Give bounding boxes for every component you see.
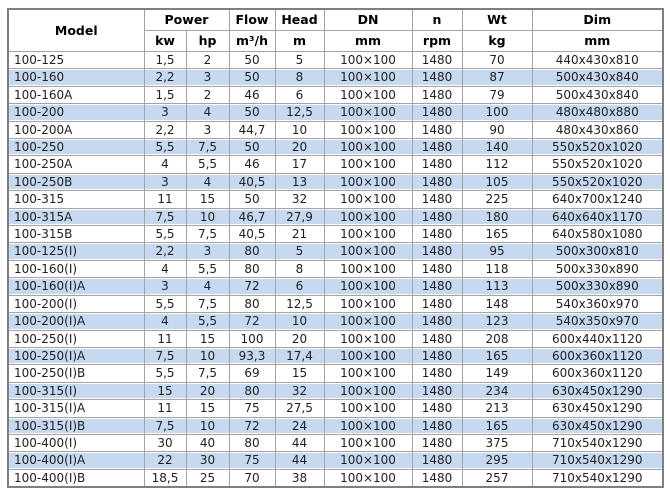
cell-hp: 4 xyxy=(186,104,229,121)
cell-hp: 10 xyxy=(186,417,229,434)
cell-head: 5 xyxy=(275,52,324,69)
cell-n: 1480 xyxy=(412,69,462,86)
cell-model: 100-200A xyxy=(8,121,144,138)
cell-dn: 100×100 xyxy=(324,191,412,208)
cell-model: 100-125 xyxy=(8,52,144,69)
cell-kw: 11 xyxy=(144,330,186,347)
cell-wt: 100 xyxy=(462,104,532,121)
table-row xyxy=(8,365,663,382)
cell-n: 1480 xyxy=(412,226,462,243)
cell-head: 27,9 xyxy=(275,208,324,225)
cell-flow: 80 xyxy=(229,243,275,260)
table-row xyxy=(8,156,663,173)
cell-dim: 550x520x1020 xyxy=(532,139,663,156)
cell-kw: 18,5 xyxy=(144,469,186,487)
unit-header-n: rpm xyxy=(412,31,462,52)
cell-dn: 100×100 xyxy=(324,121,412,138)
cell-dn: 100×100 xyxy=(324,330,412,347)
col-header-dim: Dim xyxy=(532,9,663,31)
cell-model: 100-160A xyxy=(8,86,144,103)
table-row xyxy=(8,121,663,138)
table-row xyxy=(8,400,663,417)
cell-wt: 149 xyxy=(462,365,532,382)
cell-kw: 11 xyxy=(144,191,186,208)
cell-flow: 70 xyxy=(229,469,275,487)
cell-head: 44 xyxy=(275,434,324,451)
cell-dim: 540x350x970 xyxy=(532,313,663,330)
cell-model: 100-200(I) xyxy=(8,295,144,312)
cell-flow: 50 xyxy=(229,191,275,208)
table-body xyxy=(8,52,663,488)
cell-hp: 4 xyxy=(186,173,229,190)
cell-dn: 100×100 xyxy=(324,417,412,434)
cell-model: 100-200(I)A xyxy=(8,313,144,330)
cell-dim: 540x360x970 xyxy=(532,295,663,312)
cell-n: 1480 xyxy=(412,139,462,156)
cell-dim: 440x430x810 xyxy=(532,52,663,69)
cell-dn: 100×100 xyxy=(324,52,412,69)
cell-kw: 5,5 xyxy=(144,139,186,156)
col-header-n: n xyxy=(412,9,462,31)
unit-header-kw: kw xyxy=(144,31,186,52)
cell-model: 100-315(I) xyxy=(8,382,144,399)
cell-hp: 7,5 xyxy=(186,365,229,382)
cell-dn: 100×100 xyxy=(324,295,412,312)
cell-flow: 46 xyxy=(229,156,275,173)
cell-hp: 40 xyxy=(186,434,229,451)
cell-model: 100-200 xyxy=(8,104,144,121)
table-row xyxy=(8,330,663,347)
cell-head: 5 xyxy=(275,243,324,260)
cell-wt: 375 xyxy=(462,434,532,451)
cell-n: 1480 xyxy=(412,173,462,190)
unit-header-head: m xyxy=(275,31,324,52)
cell-dim: 640x700x1240 xyxy=(532,191,663,208)
cell-head: 20 xyxy=(275,139,324,156)
table-header xyxy=(8,9,663,52)
cell-wt: 257 xyxy=(462,469,532,487)
cell-dn: 100×100 xyxy=(324,347,412,364)
cell-model: 100-250(I)A xyxy=(8,347,144,364)
cell-flow: 50 xyxy=(229,104,275,121)
cell-model: 100-250(I)B xyxy=(8,365,144,382)
table-row xyxy=(8,191,663,208)
cell-dim: 600x440x1120 xyxy=(532,330,663,347)
cell-dn: 100×100 xyxy=(324,226,412,243)
cell-hp: 10 xyxy=(186,208,229,225)
cell-flow: 50 xyxy=(229,52,275,69)
cell-kw: 4 xyxy=(144,313,186,330)
cell-n: 1480 xyxy=(412,260,462,277)
cell-n: 1480 xyxy=(412,434,462,451)
cell-dn: 100×100 xyxy=(324,382,412,399)
cell-head: 8 xyxy=(275,69,324,86)
col-header-power: Power xyxy=(144,9,229,31)
cell-hp: 3 xyxy=(186,69,229,86)
cell-head: 44 xyxy=(275,452,324,469)
cell-model: 100-315(I)A xyxy=(8,400,144,417)
table-row xyxy=(8,469,663,487)
cell-flow: 46,7 xyxy=(229,208,275,225)
cell-n: 1480 xyxy=(412,104,462,121)
cell-dim: 480x430x860 xyxy=(532,121,663,138)
cell-n: 1480 xyxy=(412,191,462,208)
cell-flow: 80 xyxy=(229,382,275,399)
cell-kw: 22 xyxy=(144,452,186,469)
cell-head: 32 xyxy=(275,382,324,399)
cell-head: 10 xyxy=(275,313,324,330)
cell-head: 24 xyxy=(275,417,324,434)
cell-n: 1480 xyxy=(412,243,462,260)
cell-flow: 80 xyxy=(229,260,275,277)
cell-dim: 600x360x1120 xyxy=(532,365,663,382)
cell-n: 1480 xyxy=(412,86,462,103)
cell-flow: 40,5 xyxy=(229,226,275,243)
cell-dn: 100×100 xyxy=(324,243,412,260)
table-row xyxy=(8,243,663,260)
cell-hp: 20 xyxy=(186,382,229,399)
cell-n: 1480 xyxy=(412,469,462,487)
col-header-wt: Wt xyxy=(462,9,532,31)
cell-hp: 4 xyxy=(186,278,229,295)
cell-flow: 80 xyxy=(229,295,275,312)
unit-header-hp: hp xyxy=(186,31,229,52)
cell-n: 1480 xyxy=(412,156,462,173)
cell-dn: 100×100 xyxy=(324,260,412,277)
cell-model: 100-315A xyxy=(8,208,144,225)
cell-kw: 5,5 xyxy=(144,295,186,312)
cell-wt: 225 xyxy=(462,191,532,208)
cell-flow: 80 xyxy=(229,434,275,451)
cell-hp: 15 xyxy=(186,400,229,417)
cell-n: 1480 xyxy=(412,365,462,382)
cell-dim: 500x330x890 xyxy=(532,260,663,277)
cell-dim: 500x430x840 xyxy=(532,86,663,103)
cell-wt: 213 xyxy=(462,400,532,417)
cell-model: 100-160(I) xyxy=(8,260,144,277)
cell-kw: 11 xyxy=(144,400,186,417)
cell-hp: 3 xyxy=(186,121,229,138)
cell-head: 27,5 xyxy=(275,400,324,417)
cell-dn: 100×100 xyxy=(324,452,412,469)
cell-flow: 40,5 xyxy=(229,173,275,190)
cell-kw: 1,5 xyxy=(144,52,186,69)
cell-flow: 44,7 xyxy=(229,121,275,138)
cell-head: 15 xyxy=(275,365,324,382)
table-row xyxy=(8,278,663,295)
cell-hp: 15 xyxy=(186,191,229,208)
cell-dim: 500x330x890 xyxy=(532,278,663,295)
cell-dn: 100×100 xyxy=(324,208,412,225)
cell-flow: 69 xyxy=(229,365,275,382)
cell-kw: 3 xyxy=(144,104,186,121)
cell-n: 1480 xyxy=(412,313,462,330)
table-row xyxy=(8,295,663,312)
cell-dim: 500x430x840 xyxy=(532,69,663,86)
cell-dim: 480x480x880 xyxy=(532,104,663,121)
cell-model: 100-160(I)A xyxy=(8,278,144,295)
cell-flow: 75 xyxy=(229,400,275,417)
cell-n: 1480 xyxy=(412,121,462,138)
cell-dim: 710x540x1290 xyxy=(532,434,663,451)
cell-kw: 7,5 xyxy=(144,347,186,364)
cell-hp: 30 xyxy=(186,452,229,469)
cell-model: 100-250A xyxy=(8,156,144,173)
cell-kw: 7,5 xyxy=(144,417,186,434)
cell-dn: 100×100 xyxy=(324,156,412,173)
cell-dim: 550x520x1020 xyxy=(532,173,663,190)
cell-model: 100-160 xyxy=(8,69,144,86)
cell-kw: 5,5 xyxy=(144,365,186,382)
cell-hp: 3 xyxy=(186,243,229,260)
cell-dn: 100×100 xyxy=(324,173,412,190)
cell-dn: 100×100 xyxy=(324,139,412,156)
cell-wt: 180 xyxy=(462,208,532,225)
cell-n: 1480 xyxy=(412,400,462,417)
cell-head: 12,5 xyxy=(275,295,324,312)
cell-head: 6 xyxy=(275,278,324,295)
cell-dim: 710x540x1290 xyxy=(532,452,663,469)
cell-flow: 50 xyxy=(229,69,275,86)
cell-kw: 2,2 xyxy=(144,243,186,260)
cell-wt: 113 xyxy=(462,278,532,295)
cell-dim: 550x520x1020 xyxy=(532,156,663,173)
cell-model: 100-315B xyxy=(8,226,144,243)
table-row xyxy=(8,52,663,69)
cell-wt: 95 xyxy=(462,243,532,260)
cell-model: 100-400(I)B xyxy=(8,469,144,487)
cell-dn: 100×100 xyxy=(324,313,412,330)
cell-dn: 100×100 xyxy=(324,365,412,382)
cell-flow: 72 xyxy=(229,417,275,434)
cell-hp: 7,5 xyxy=(186,226,229,243)
cell-model: 100-400(I)A xyxy=(8,452,144,469)
cell-dim: 600x360x1120 xyxy=(532,347,663,364)
cell-hp: 5,5 xyxy=(186,313,229,330)
table-row xyxy=(8,208,663,225)
table-row xyxy=(8,139,663,156)
cell-head: 32 xyxy=(275,191,324,208)
table-row xyxy=(8,434,663,451)
pump-spec-table xyxy=(7,8,664,488)
cell-head: 17 xyxy=(275,156,324,173)
cell-n: 1480 xyxy=(412,52,462,69)
cell-kw: 5,5 xyxy=(144,226,186,243)
cell-wt: 140 xyxy=(462,139,532,156)
cell-model: 100-315(I)B xyxy=(8,417,144,434)
cell-dim: 640x640x1170 xyxy=(532,208,663,225)
cell-n: 1480 xyxy=(412,347,462,364)
cell-dim: 710x540x1290 xyxy=(532,469,663,487)
cell-dn: 100×100 xyxy=(324,434,412,451)
cell-dn: 100×100 xyxy=(324,104,412,121)
cell-n: 1480 xyxy=(412,295,462,312)
unit-header-flow: m³/h xyxy=(229,31,275,52)
cell-dim: 630x450x1290 xyxy=(532,417,663,434)
cell-n: 1480 xyxy=(412,452,462,469)
cell-kw: 2,2 xyxy=(144,121,186,138)
cell-flow: 75 xyxy=(229,452,275,469)
cell-n: 1480 xyxy=(412,417,462,434)
cell-dn: 100×100 xyxy=(324,86,412,103)
table-row xyxy=(8,104,663,121)
cell-kw: 30 xyxy=(144,434,186,451)
cell-model: 100-400(I) xyxy=(8,434,144,451)
col-header-dn: DN xyxy=(324,9,412,31)
cell-hp: 7,5 xyxy=(186,139,229,156)
cell-wt: 123 xyxy=(462,313,532,330)
table-row xyxy=(8,86,663,103)
cell-kw: 7,5 xyxy=(144,208,186,225)
table-row xyxy=(8,260,663,277)
cell-n: 1480 xyxy=(412,208,462,225)
col-header-model: Model xyxy=(8,9,144,52)
cell-model: 100-125(I) xyxy=(8,243,144,260)
table-row xyxy=(8,313,663,330)
cell-head: 17,4 xyxy=(275,347,324,364)
table-row xyxy=(8,382,663,399)
cell-flow: 100 xyxy=(229,330,275,347)
cell-dn: 100×100 xyxy=(324,469,412,487)
cell-model: 100-250(I) xyxy=(8,330,144,347)
cell-flow: 93,3 xyxy=(229,347,275,364)
cell-wt: 295 xyxy=(462,452,532,469)
cell-kw: 3 xyxy=(144,278,186,295)
cell-head: 13 xyxy=(275,173,324,190)
cell-dim: 630x450x1290 xyxy=(532,382,663,399)
table-row xyxy=(8,69,663,86)
cell-head: 12,5 xyxy=(275,104,324,121)
cell-wt: 165 xyxy=(462,226,532,243)
cell-wt: 165 xyxy=(462,347,532,364)
cell-kw: 4 xyxy=(144,156,186,173)
cell-wt: 148 xyxy=(462,295,532,312)
cell-wt: 87 xyxy=(462,69,532,86)
cell-n: 1480 xyxy=(412,330,462,347)
cell-hp: 7,5 xyxy=(186,295,229,312)
cell-flow: 72 xyxy=(229,313,275,330)
cell-kw: 15 xyxy=(144,382,186,399)
unit-header-dim: mm xyxy=(532,31,663,52)
cell-wt: 112 xyxy=(462,156,532,173)
table-row xyxy=(8,347,663,364)
cell-head: 10 xyxy=(275,121,324,138)
cell-n: 1480 xyxy=(412,382,462,399)
table-row xyxy=(8,417,663,434)
cell-dn: 100×100 xyxy=(324,69,412,86)
cell-hp: 25 xyxy=(186,469,229,487)
cell-kw: 2,2 xyxy=(144,69,186,86)
cell-n: 1480 xyxy=(412,278,462,295)
cell-model: 100-250B xyxy=(8,173,144,190)
cell-dn: 100×100 xyxy=(324,400,412,417)
cell-hp: 5,5 xyxy=(186,156,229,173)
cell-wt: 105 xyxy=(462,173,532,190)
cell-wt: 208 xyxy=(462,330,532,347)
cell-dim: 640x580x1080 xyxy=(532,226,663,243)
cell-hp: 2 xyxy=(186,86,229,103)
unit-header-dn: mm xyxy=(324,31,412,52)
table-row xyxy=(8,452,663,469)
cell-wt: 234 xyxy=(462,382,532,399)
col-header-flow: Flow xyxy=(229,9,275,31)
cell-head: 8 xyxy=(275,260,324,277)
unit-header-wt: kg xyxy=(462,31,532,52)
cell-hp: 2 xyxy=(186,52,229,69)
cell-head: 6 xyxy=(275,86,324,103)
cell-wt: 90 xyxy=(462,121,532,138)
cell-model: 100-250 xyxy=(8,139,144,156)
cell-head: 21 xyxy=(275,226,324,243)
header-row-names xyxy=(8,9,663,31)
table-row xyxy=(8,226,663,243)
cell-hp: 15 xyxy=(186,330,229,347)
cell-wt: 70 xyxy=(462,52,532,69)
cell-dn: 100×100 xyxy=(324,278,412,295)
table-row xyxy=(8,173,663,190)
cell-dim: 630x450x1290 xyxy=(532,400,663,417)
cell-wt: 79 xyxy=(462,86,532,103)
cell-kw: 4 xyxy=(144,260,186,277)
cell-wt: 118 xyxy=(462,260,532,277)
cell-hp: 10 xyxy=(186,347,229,364)
cell-flow: 46 xyxy=(229,86,275,103)
cell-hp: 5,5 xyxy=(186,260,229,277)
cell-head: 38 xyxy=(275,469,324,487)
cell-dim: 500x300x810 xyxy=(532,243,663,260)
col-header-head: Head xyxy=(275,9,324,31)
cell-wt: 165 xyxy=(462,417,532,434)
cell-flow: 72 xyxy=(229,278,275,295)
cell-kw: 3 xyxy=(144,173,186,190)
cell-head: 20 xyxy=(275,330,324,347)
cell-flow: 50 xyxy=(229,139,275,156)
cell-kw: 1,5 xyxy=(144,86,186,103)
cell-model: 100-315 xyxy=(8,191,144,208)
